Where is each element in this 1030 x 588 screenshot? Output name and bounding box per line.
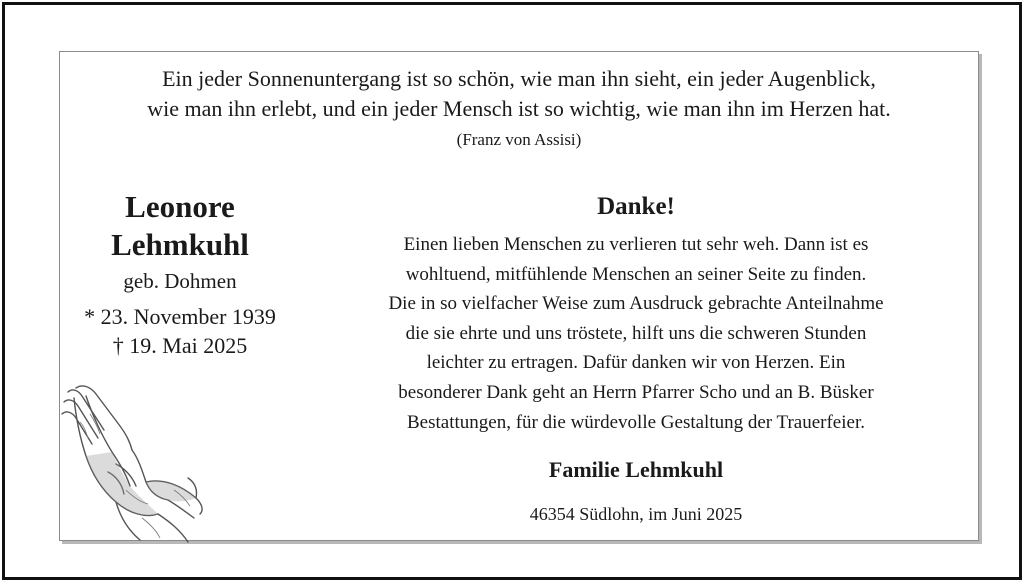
quote-author: (Franz von Assisi) [456,130,582,149]
deceased-info [60,188,300,360]
thanks-line: leichter zu ertragen. Dafür danken wir von Herzen. Ein [426,352,846,374]
death-date: † 19. Mai 2025 [112,333,248,358]
place-date: 46354 Südlohn, im Juni 2025 [529,504,743,525]
thanks-line: die sie ehrte und uns tröstete, hilft uns die schweren Stunden [405,322,867,344]
birth-date: * 23. November 1939 [84,304,276,329]
thanks-line: wohltuend, mitfühlende Menschen an seiner Seite zu finden. [405,263,867,285]
outer-frame [2,2,1022,580]
last-name: Lehmkuhl [111,227,249,262]
thanks-body [322,230,950,437]
first-name: Leonore [125,189,235,224]
thanks-heading: Danke! [597,193,675,220]
birth-name: geb. Dohmen [123,269,237,293]
quote-line-2: wie man ihn erlebt, und ein jeder Mensch ist so wichtig, wie man ihn im Herzen hat. [147,96,891,121]
quote [60,64,978,124]
quote-line-1: Ein jeder Sonnenuntergang ist so schön, wie man ihn sieht, ein jeder Augenblick, [162,66,876,91]
thanks-line: Die in so vielfacher Weise zum Ausdruck gebrachte Anteilnahme [388,293,884,315]
thanks-line: besonderer Dank geht an Herrn Pfarrer Scho und an B. Büsker [398,381,874,403]
family-signature: Familie Lehmkuhl [548,457,724,483]
notice-card [59,51,979,541]
praying-hands-icon [46,378,206,548]
thanks-section [322,190,950,527]
thanks-line: Einen lieben Menschen zu verlieren tut sehr weh. Dann ist es [403,234,869,255]
thanks-line: Bestattungen, für die würdevolle Gestaltung der Trauerfeier. [407,411,865,433]
